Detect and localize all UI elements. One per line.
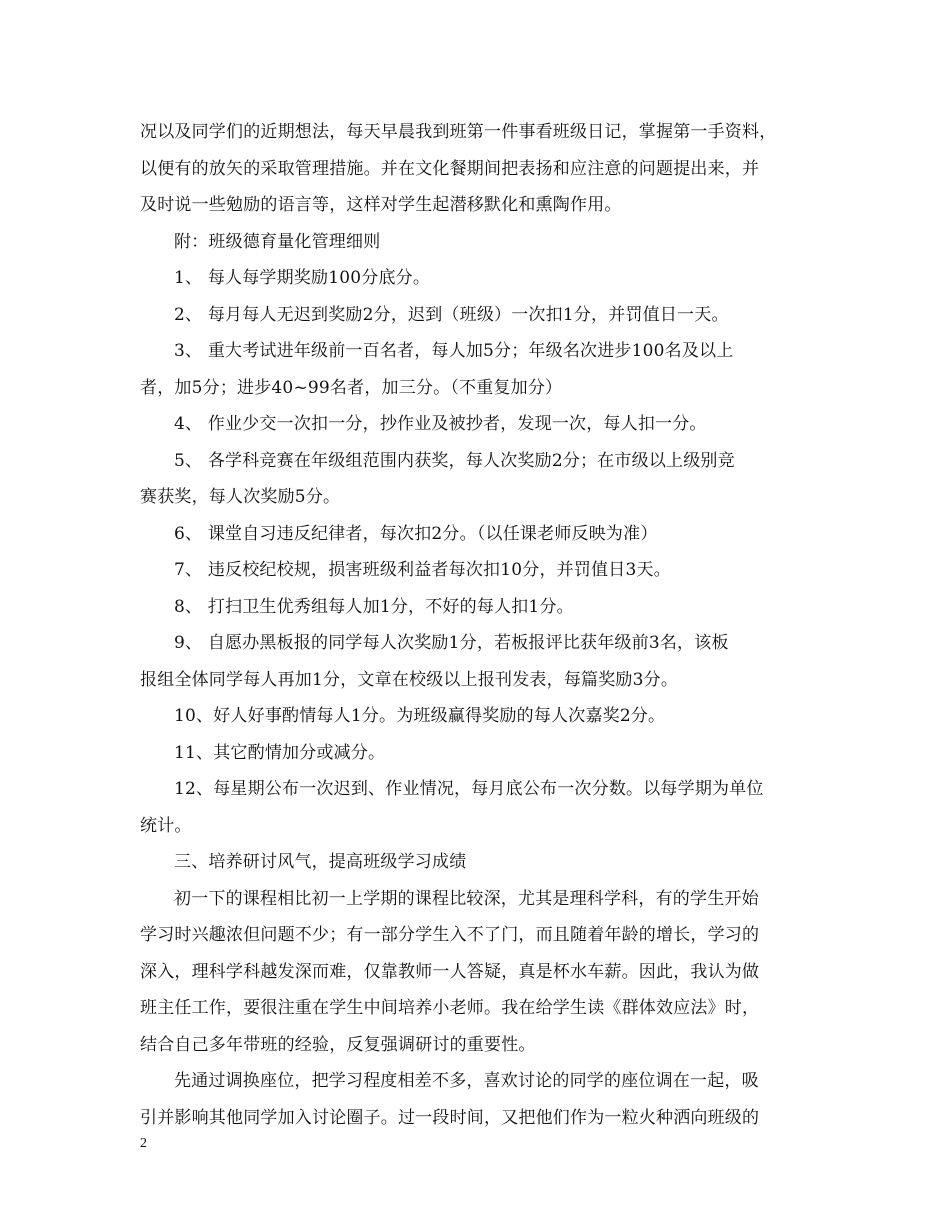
text-line: 10、好人好事酌情每人1分。为班级赢得奖励的每人次嘉奖2分。 — [174, 706, 666, 726]
text-line: 结合自己多年带班的经验，反复强调研讨的重要性。 — [140, 1034, 536, 1055]
text-line: 统计。 — [140, 815, 192, 836]
text-line: 4、 作业少交一次扣一分，抄作业及被抄者，发现一次，每人扣一分。 — [174, 414, 707, 434]
text-line: 况以及同学们的近期想法，每天早晨我到班第一件事看班级日记，掌握第一手资料， — [140, 122, 777, 142]
text-line: 8、 打扫卫生优秀组每人加1分，不好的每人扣1分。 — [174, 596, 574, 617]
text-line: 初一下的课程相比初一上学期的课程比较深，尤其是理科学科，有的学生开始 — [174, 888, 759, 909]
text-line: 12、每星期公布一次迟到、作业情况，每月底公布一次分数。以每学期为单位 — [174, 779, 764, 799]
text-line: 报组全体同学每人再加1分，文章在校级以上报刊发表，每篇奖励3分。 — [140, 669, 679, 690]
text-line: 者，加5分；进步40~99名者，加三分。（不重复加分） — [140, 377, 563, 398]
text-line: 班主任工作，要很注重在学生中间培养小老师。我在给学生读《群体效应法》时， — [140, 998, 760, 1018]
text-line: 先通过调换座位，把学习程度相差不多，喜欢讨论的同学的座位调在一起，吸 — [174, 1071, 759, 1091]
text-line: 引并影响其他同学加入讨论圈子。过一段时间，又把他们作为一粒火种洒向班级的 — [140, 1107, 760, 1128]
text-line: 7、 违反校纪校规，损害班级利益者每次扣10分，并罚值日3天。 — [174, 560, 671, 580]
text-line: 及时说一些勉励的语言等，这样对学生起潜移默化和熏陶作用。 — [140, 195, 622, 215]
text-line: 5、 各学科竞赛在年级组范围内获奖，每人次奖励2分；在市级以上级别竞 — [174, 450, 735, 471]
document-body — [140, 114, 810, 1136]
text-line: 学习时兴趣浓但问题不少；有一部分学生入不了门，而且随着年龄的增长，学习的 — [140, 925, 760, 945]
text-line: 以便有的放矢的采取管理措施。并在文化餐期间把表扬和应注意的问题提出来，并 — [140, 158, 760, 179]
page-number: 2 — [140, 1136, 147, 1151]
text-line: 三、培养研讨风气，提高班级学习成绩 — [174, 852, 467, 872]
text-line: 9、 自愿办黑板报的同学每人次奖励1分，若板报评比获年级前3名，该板 — [174, 633, 729, 653]
text-line: 赛获奖，每人次奖励5分。 — [140, 487, 341, 507]
text-line: 6、 课堂自习违反纪律者，每次扣2分。（以任课老师反映为准） — [174, 523, 658, 544]
text-line: 附：班级德育量化管理细则 — [174, 231, 381, 252]
text-line: 深入，理科学科越发深而难，仅靠教师一人答疑，真是杯水车薪。因此，我认为做 — [140, 961, 760, 982]
text-line: 11、其它酌情加分或减分。 — [174, 742, 386, 763]
text-line: 3、 重大考试进年级前一百名者，每人加5分；年级名次进步100名及以上 — [174, 341, 734, 361]
text-line: 2、 每月每人无迟到奖励2分，迟到（班级）一次扣1分，并罚值日一天。 — [174, 304, 729, 325]
text-line: 1、 每人每学期奖励100分底分。 — [174, 268, 431, 288]
